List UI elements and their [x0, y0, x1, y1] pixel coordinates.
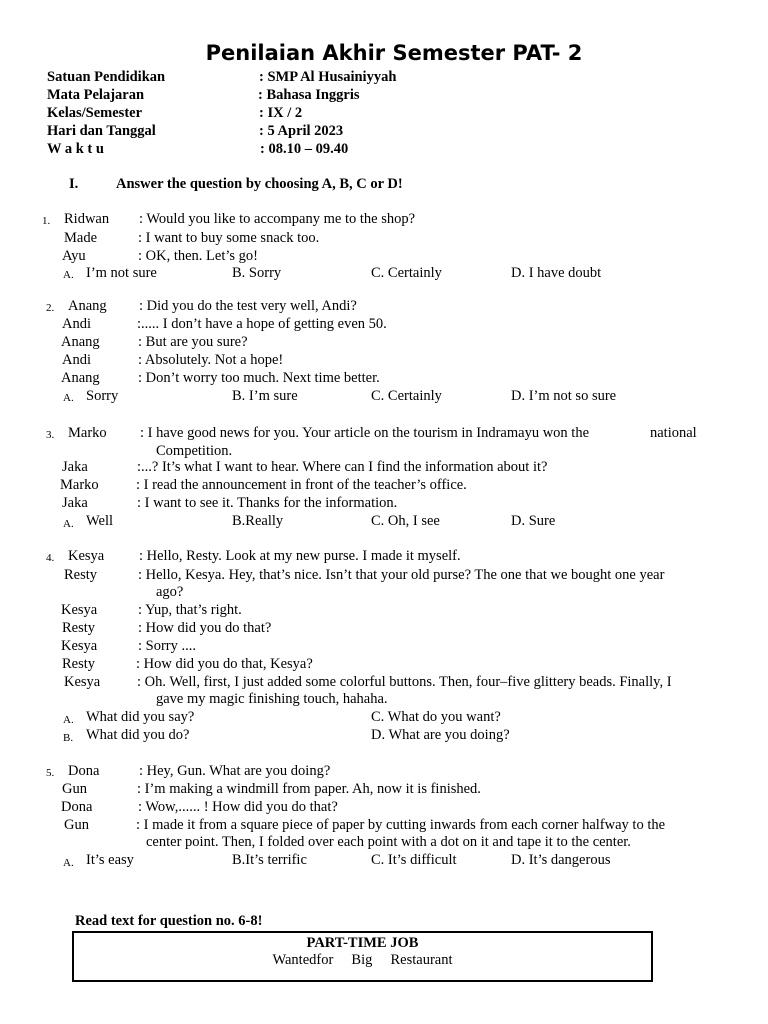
speaker: Resty: [62, 620, 96, 636]
part-time-job-box: [72, 931, 653, 982]
option-d[interactable]: D. Sure: [511, 513, 556, 529]
dialogue-continuation: center point. Then, I folded over each point with a dot on it and tape it to the center.: [146, 834, 631, 850]
value-date: : 5 April 2023: [259, 123, 344, 139]
speaker: Anang: [68, 298, 107, 314]
dialogue-continuation: gave my magic finishing touch, hahaha.: [156, 691, 388, 707]
dialogue-line: : Oh. Well, first, I just added some colorful buttons. Then, four–five glittery beads. Finally, I: [137, 674, 672, 690]
label-class: Kelas/Semester: [47, 105, 143, 121]
speaker: Marko: [68, 425, 107, 441]
speaker: Anang: [61, 370, 100, 386]
option-a-letter: A.: [63, 857, 74, 869]
option-d[interactable]: D. I’m not so sure: [511, 388, 617, 404]
option-a-letter: A.: [63, 714, 74, 726]
dialogue-line: : Hello, Kesya. Hey, that’s nice. Isn’t that your old purse? The one that we bought one year: [138, 567, 665, 583]
question-number: 3.: [46, 429, 55, 441]
dialogue-continuation: Competition.: [156, 443, 233, 459]
speaker: Andi: [62, 316, 91, 332]
dialogue-line: : How did you do that, Kesya?: [136, 656, 313, 672]
question-number: 1.: [42, 215, 51, 227]
value-time: : 08.10 – 09.40: [260, 141, 349, 157]
dialogue-continuation: ago?: [156, 584, 184, 600]
dialogue-line-tail: national: [650, 425, 697, 441]
option-a[interactable]: What did you say?: [86, 709, 195, 725]
dialogue-line: : Sorry ....: [138, 638, 196, 654]
dialogue-line: : Absolutely. Not a hope!: [138, 352, 284, 368]
section-numeral: I.: [69, 176, 79, 192]
dialogue-line: : Would you like to accompany me to the shop?: [139, 211, 416, 227]
option-b[interactable]: B.Really: [232, 513, 284, 529]
dialogue-line: : OK, then. Let’s go!: [138, 248, 259, 264]
section-instruction: Answer the question by choosing A, B, C or D!: [116, 176, 403, 192]
option-c[interactable]: C. Certainly: [371, 388, 442, 404]
dialogue-line: : I want to buy some snack too.: [138, 230, 320, 246]
option-a[interactable]: Well: [86, 513, 114, 529]
dialogue-line: : How did you do that?: [138, 620, 272, 636]
speaker: Made: [64, 230, 98, 246]
option-a[interactable]: Sorry: [86, 388, 119, 404]
option-b[interactable]: What did you do?: [86, 727, 190, 743]
page-title: Penilaian Akhir Semester PAT- 2: [205, 41, 583, 65]
label-time: W a k t u: [47, 141, 104, 157]
dialogue-line: : I have good news for you. Your article on the tourism in Indramayu won the: [140, 425, 590, 441]
dialogue-line: : Hey, Gun. What are you doing?: [139, 763, 331, 779]
speaker: Ayu: [62, 248, 86, 264]
option-a-letter: A.: [63, 269, 74, 281]
speaker: Kesya: [61, 602, 98, 618]
speaker: Andi: [62, 352, 91, 368]
speaker: Gun: [64, 817, 89, 833]
dialogue-line: : I made it from a square piece of paper by cutting inwards from each corner halfway to the: [136, 817, 666, 833]
option-c[interactable]: C. Certainly: [371, 265, 442, 281]
option-a-letter: A.: [63, 518, 74, 530]
question-number: 2.: [46, 302, 55, 314]
speaker: Marko: [60, 477, 99, 493]
dialogue-line: : Wow,...... ! How did you do that?: [138, 799, 338, 815]
value-class: : IX / 2: [259, 105, 303, 121]
value-school: : SMP Al Husainiyyah: [259, 69, 397, 85]
speaker: Anang: [61, 334, 100, 350]
option-c[interactable]: C. It’s difficult: [371, 852, 457, 868]
dialogue-line: : I read the announcement in front of the teacher’s office.: [136, 477, 467, 493]
dialogue-line: :..... I don’t have a hope of getting even 50.: [137, 316, 387, 332]
question-number: 5.: [46, 767, 55, 779]
speaker: Resty: [64, 567, 98, 583]
option-b-letter: B.: [63, 732, 74, 744]
option-d[interactable]: D. What are you doing?: [371, 727, 510, 743]
dialogue-line: : Hello, Resty. Look at my new purse. I made it myself.: [139, 548, 461, 564]
option-c[interactable]: C. Oh, I see: [371, 513, 440, 529]
speaker: Dona: [61, 799, 93, 815]
speaker: Gun: [62, 781, 87, 797]
option-a[interactable]: It’s easy: [86, 852, 134, 868]
question-number: 4.: [46, 552, 55, 564]
option-b[interactable]: B.It’s terrific: [232, 852, 307, 868]
option-b[interactable]: B. I’m sure: [232, 388, 298, 404]
option-d[interactable]: D. It’s dangerous: [511, 852, 611, 868]
box-subtitle: Wantedfor Big Restaurant: [272, 952, 453, 968]
speaker: Kesya: [68, 548, 105, 564]
box-title: PART-TIME JOB: [306, 935, 419, 951]
option-c[interactable]: C. What do you want?: [371, 709, 501, 725]
label-subject: Mata Pelajaran: [47, 87, 145, 103]
speaker: Jaka: [62, 459, 88, 475]
dialogue-line: : But are you sure?: [138, 334, 248, 350]
label-date: Hari dan Tanggal: [47, 123, 156, 139]
dialogue-line: : I’m making a windmill from paper. Ah, now it is finished.: [137, 781, 481, 797]
speaker: Dona: [68, 763, 100, 779]
dialogue-line: :...? It’s what I want to hear. Where can I find the information about it?: [137, 459, 548, 475]
dialogue-line: : Did you do the test very well, Andi?: [139, 298, 357, 314]
dialogue-line: : Don’t worry too much. Next time better.: [138, 370, 380, 386]
value-subject: : Bahasa Inggris: [258, 87, 360, 103]
speaker: Kesya: [64, 674, 101, 690]
option-a[interactable]: I’m not sure: [86, 265, 157, 281]
dialogue-line: : I want to see it. Thanks for the information.: [137, 495, 398, 511]
speaker: Jaka: [62, 495, 88, 511]
option-d[interactable]: D. I have doubt: [511, 265, 602, 281]
option-b[interactable]: B. Sorry: [232, 265, 282, 281]
label-school: Satuan Pendidikan: [47, 69, 166, 85]
speaker: Ridwan: [64, 211, 110, 227]
speaker: Resty: [62, 656, 96, 672]
reading-instruction: Read text for question no. 6-8!: [75, 913, 263, 929]
dialogue-line: : Yup, that’s right.: [138, 602, 242, 618]
speaker: Kesya: [61, 638, 98, 654]
option-a-letter: A.: [63, 392, 74, 404]
